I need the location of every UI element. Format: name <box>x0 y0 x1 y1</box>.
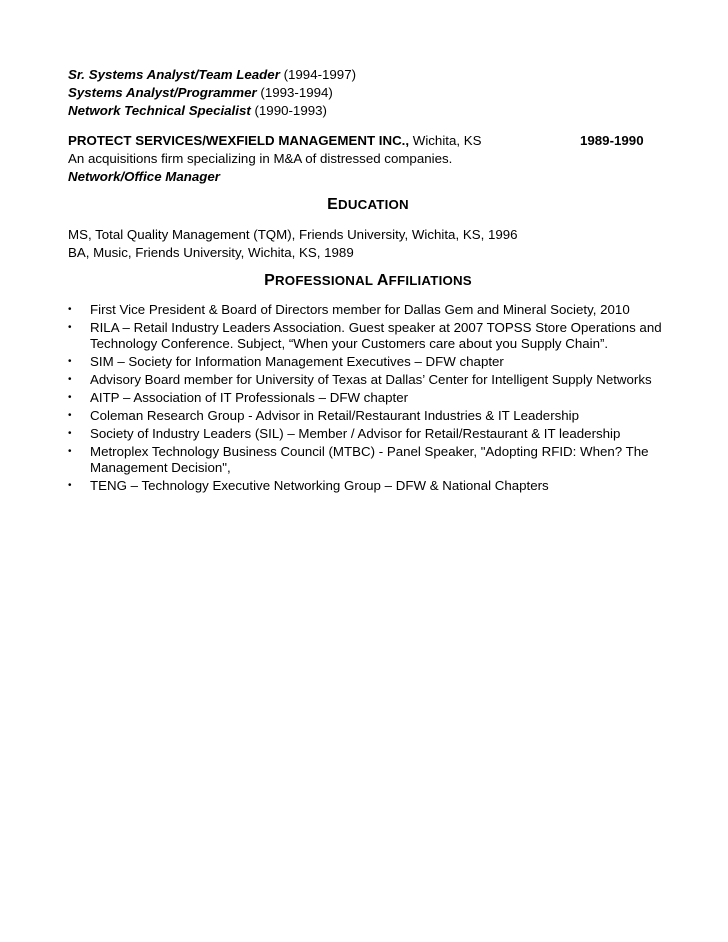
affiliations-heading: PROFESSIONAL AFFILIATIONS <box>264 272 472 289</box>
bullet-icon: • <box>68 445 72 457</box>
list-item: • SIM – Society for Information Management Executives – DFW chapter <box>68 354 504 370</box>
job-line <box>68 66 668 84</box>
list-item: • RILA – Retail Industry Leaders Association. Guest speaker at 2007 TOPSS Store Operations and Technology Conference. Subject, “When your Customers care about you Supply Chain”. <box>68 319 662 352</box>
list-item: • First Vice President & Board of Directors member for Dallas Gem and Mineral Society, 2010 <box>68 302 630 317</box>
employer-description: An acquisitions firm specializing in M&A of distressed companies. <box>68 151 453 166</box>
bullet-icon: • <box>68 374 72 386</box>
employer-line <box>68 132 668 150</box>
bullet-icon: • <box>68 356 72 368</box>
employer-location: Wichita, KS <box>412 133 482 148</box>
bullet-icon: • <box>68 321 72 333</box>
education-heading: EDUCATION <box>327 196 409 213</box>
job-title: Sr. Systems Analyst/Team Leader <box>68 67 280 82</box>
job-years: (1994-1997) <box>283 67 357 82</box>
bullet-icon: • <box>68 427 72 439</box>
job-years: (1993-1994) <box>260 85 333 100</box>
bullet-icon: • <box>68 409 72 421</box>
job-line <box>68 84 668 102</box>
affiliations-list <box>68 302 668 494</box>
list-item: • Metroplex Technology Business Council (MTBC) - Panel Speaker, "Adopting RFID: When? The Management Decision", <box>68 443 649 476</box>
list-item: • AITP – Association of IT Professionals – DFW chapter <box>68 390 409 406</box>
job-title: Network Technical Specialist <box>68 103 251 118</box>
employer-name: PROTECT SERVICES/WEXFIELD MANAGEMENT INC., <box>68 133 410 148</box>
resume-page <box>68 66 668 496</box>
education-item: BA, Music, Friends University, Wichita, KS, 1989 <box>68 245 354 260</box>
job-line <box>68 102 668 120</box>
list-item: • Society of Industry Leaders (SIL) – Member / Advisor for Retail/Restaurant & IT leadership <box>68 425 621 441</box>
employer-role: Network/Office Manager <box>68 169 220 184</box>
bullet-icon: • <box>68 480 72 492</box>
list-item: • TENG – Technology Executive Networking Group – DFW & National Chapters <box>68 478 549 494</box>
list-item: • Coleman Research Group - Advisor in Retail/Restaurant Industries & IT Leadership <box>68 407 580 423</box>
list-item: • Advisory Board member for University of Texas at Dallas’ Center for Intelligent Supply Networks <box>68 372 652 388</box>
education-item: MS, Total Quality Management (TQM), Friends University, Wichita, KS, 1996 <box>68 227 518 242</box>
bullet-icon: • <box>68 392 72 404</box>
bullet-icon: • <box>68 304 72 315</box>
job-years: (1990-1993) <box>254 103 327 118</box>
employer-years: 1989-1990 <box>580 133 644 148</box>
job-title: Systems Analyst/Programmer <box>68 85 257 100</box>
